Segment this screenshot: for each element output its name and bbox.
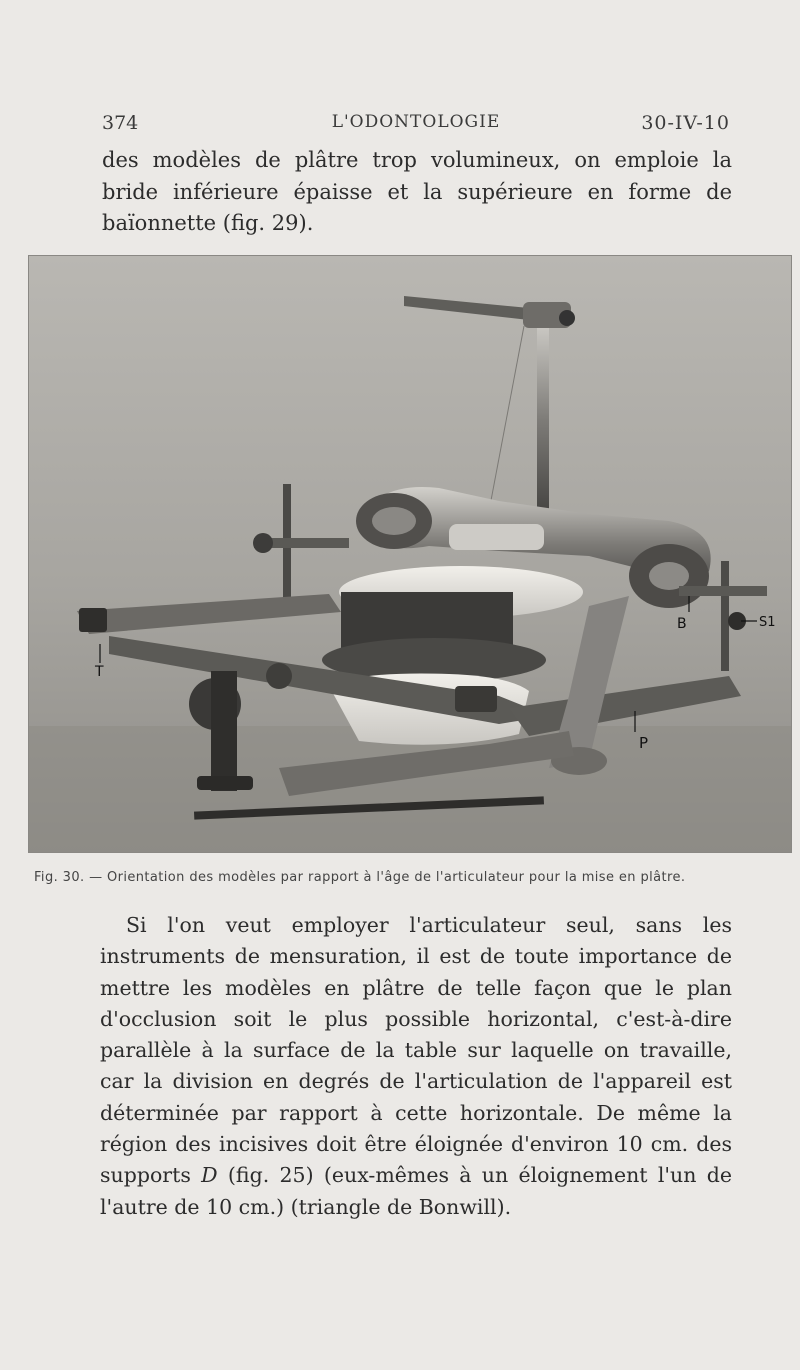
- label-p: P: [639, 734, 649, 752]
- figure-photograph: [28, 255, 792, 853]
- figure-caption: Fig. 30. — Orientation des modèles par rapport à l'âge de l'articulateur pour la mise en plâtre.: [34, 870, 686, 885]
- body-text: [100, 910, 732, 1223]
- articulator-illustration: [29, 256, 791, 852]
- label-t: T: [95, 664, 104, 680]
- label-b: B: [677, 616, 687, 632]
- issue-date: 30-IV-10: [641, 112, 730, 134]
- body-paragraph: [100, 910, 732, 1223]
- body-italic-d: D: [201, 1163, 218, 1188]
- running-header: [102, 112, 730, 140]
- paragraph-top: des modèles de plâtre trop volumineux, on emploie la bride inférieure épaisse et la supérieure en forme de baïonnette (fig. 29).: [102, 148, 732, 235]
- page-number: 374: [102, 112, 139, 134]
- label-s1: S1: [759, 615, 776, 630]
- body-part-2: (fig. 25) (eux-mêmes à un éloignement l'un de l'autre de 10 cm.) (triangle de Bonwill).: [100, 1163, 732, 1219]
- body-part-1: Si l'on veut employer l'articulateur seul, sans les instruments de mensuration, il est de toute importance de mettre les modèles en plâtre de telle façon que le plan d'occlusion soit le plus possible horizontal, c'est-à-dire parallèle à la surface de la table sur laquelle on travaille, car la division en degrés de l'articulation de l'appareil est déterminée par rapport à cette horizontale. De même la région des incisives doit être éloignée d'environ 10 cm. des supports: [100, 913, 732, 1188]
- running-title: L'ODONTOLOGIE: [331, 112, 501, 132]
